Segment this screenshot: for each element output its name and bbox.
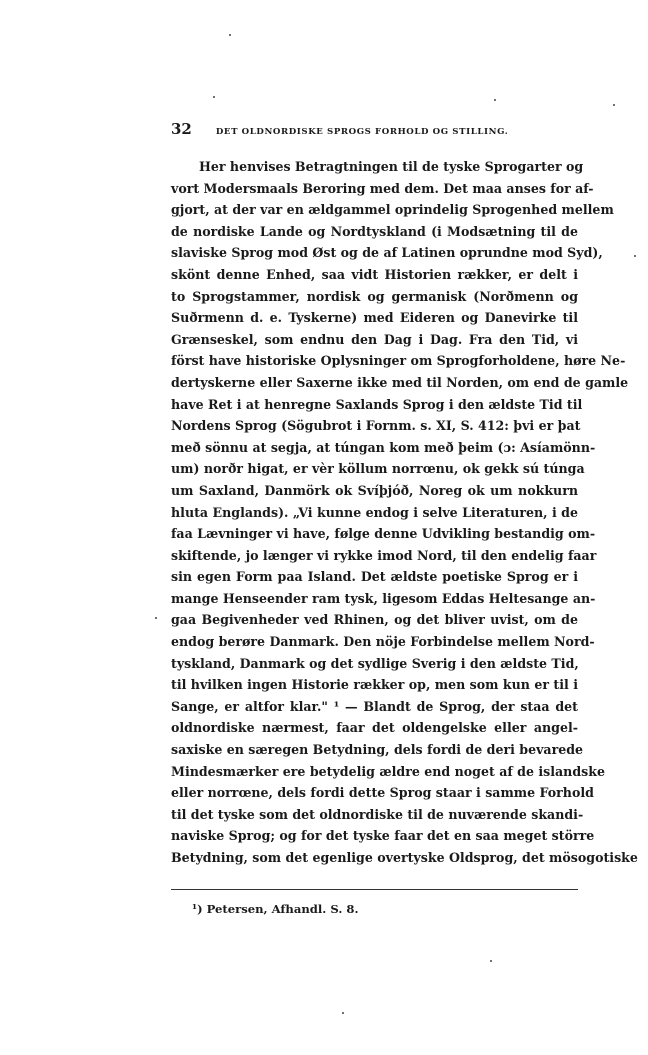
scan-speck [229, 34, 231, 36]
text-line: sin egen Form paa Island. Det ældste poetiske Sprog er i [171, 569, 578, 585]
text-line: um Saxland, Danmörk ok Svíþjóð, Noreg ok um nokkurn [171, 482, 578, 498]
text-line: Grænseskel, som endnu den Dag i Dag. Fra den Tid, vi [171, 331, 578, 347]
scan-speck [494, 99, 496, 101]
scan-speck [490, 960, 492, 962]
footnote-divider [171, 889, 578, 890]
text-line: Suðrmenn d. e. Tyskerne) med Eideren og Danevirke til [171, 310, 578, 326]
text-line: til det tyske som det oldnordiske til de nuværende skandi- [171, 806, 584, 822]
scan-speck [155, 617, 157, 619]
text-line: gaa Begivenheder ved Rhinen, og det bliver uvist, om de [171, 612, 578, 628]
text-line: skönt denne Enhed, saa vidt Historien rækker, er delt i [171, 266, 578, 282]
text-line: faa Lævninger vi have, følge denne Udvikling bestandig om- [171, 526, 596, 542]
text-line: mange Henseender ram tysk, ligesom Eddas Heltesange an- [171, 590, 596, 606]
text-line: de nordiske Lande og Nordtyskland (i Modsætning til de [171, 223, 578, 239]
text-line: með sönnu at segja, at túngan kom með þeim (ɔ: Asíamönn- [171, 439, 596, 455]
text-line: saxiske en særegen Betydning, dels fordi de deri bevarede [171, 742, 584, 758]
text-line: skiftende, jo længer vi rykke imod Nord, til den endelig faar [171, 547, 597, 563]
page-number: 32 [171, 120, 192, 138]
footnote: ¹) Petersen, Afhandl. S. 8. [192, 902, 359, 916]
text-line: endog berøre Danmark. Den nöje Forbindelse mellem Nord- [171, 634, 595, 650]
text-line: först have historiske Oplysninger om Sprogforholdene, høre Ne- [171, 353, 626, 369]
text-line: tyskland, Danmark og det sydlige Sverig i den ældste Tid, [171, 655, 579, 671]
text-line: gjort, at der var en ældgammel oprindelig Sprogenhed mellem [171, 202, 614, 218]
text-line: have Ret i at henregne Saxlands Sprog i den ældste Tid til [171, 396, 583, 412]
text-line: Her henvises Betragtningen til de tyske Sprogarter og [199, 159, 584, 174]
page-header [171, 120, 591, 140]
text-line: eller norrœne, dels fordi dette Sprog staar i samme Forhold [171, 785, 594, 801]
body-text [171, 156, 638, 869]
scan-speck [213, 96, 215, 98]
text-line: Mindesmærker ere betydelig ældre end noget af de islandske [171, 763, 605, 779]
text-line: Betydning, som det egenlige overtyske Oldsprog, det mösogotiske [171, 850, 638, 865]
scan-speck [634, 255, 636, 257]
scan-speck [342, 1012, 344, 1014]
scan-speck [613, 104, 615, 106]
text-line: til hvilken ingen Historie rækker op, men som kun er til i [171, 677, 578, 693]
text-line: slaviske Sprog mod Øst og de af Latinen oprundne mod Syd), [171, 245, 603, 261]
text-line: um) norðr higat, er vèr köllum norrœnu, ok gekk sú túnga [171, 461, 585, 477]
text-line: dertyskerne eller Saxerne ikke med til Norden, om end de gamle [171, 374, 629, 390]
text-line: naviske Sprog; og for det tyske faar det en saa meget större [171, 828, 595, 844]
running-head: DET OLDNORDISKE SPROGS FORHOLD OG STILLING. [215, 127, 509, 137]
text-line: Sange, er altfor klar." ¹ — Blandt de Sprog, der staa det [171, 698, 578, 714]
text-line: oldnordiske nærmest, faar det oldengelske eller angel- [171, 720, 578, 736]
text-line: to Sprogstammer, nordisk og germanisk (Norðmenn og [171, 288, 578, 304]
text-line: hluta Englands). „Vi kunne endog i selve Literaturen, i de [171, 504, 578, 520]
text-line: Nordens Sprog (Sögubrot i Fornm. s. XI, S. 412: þvi er þat [171, 418, 581, 434]
text-line: vort Modersmaals Beroring med dem. Det maa anses for af- [171, 180, 594, 196]
